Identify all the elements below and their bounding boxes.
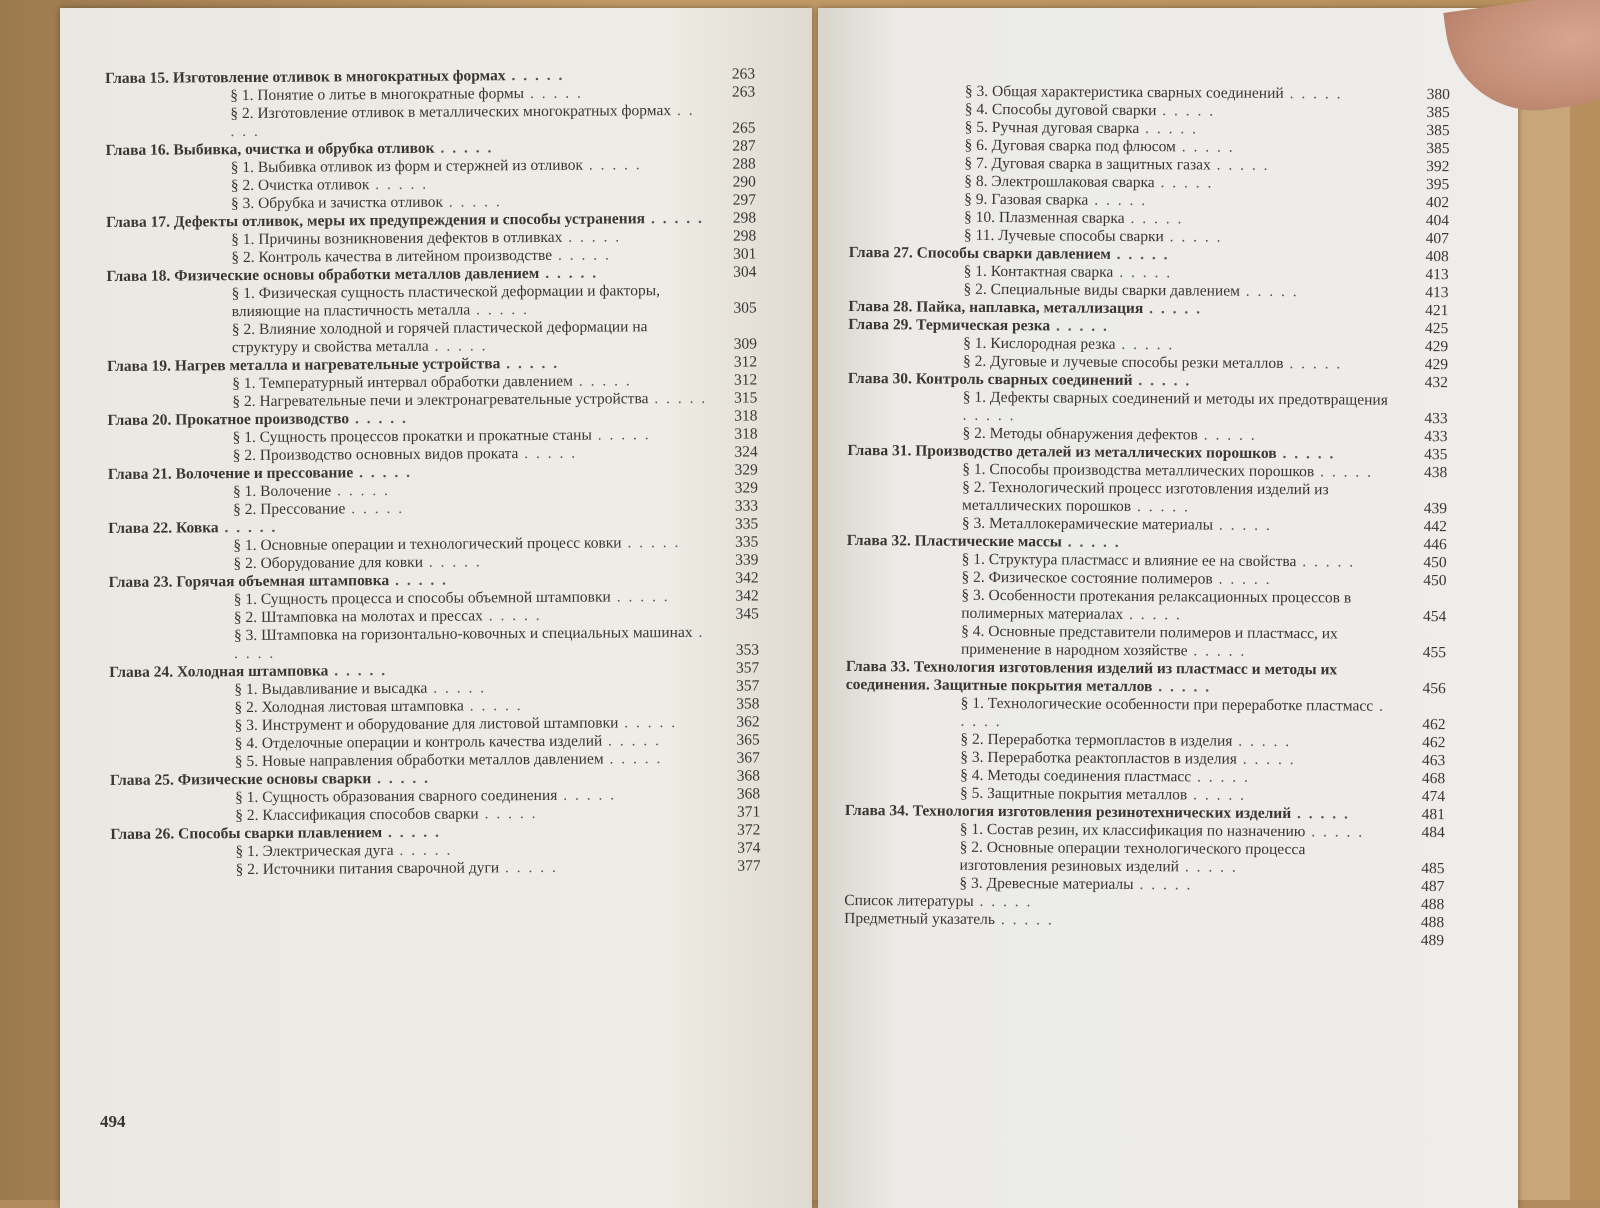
toc-entry-title: § 2. Специальные виды сварки давлением . . .	[963, 281, 1398, 302]
toc-entry-page: 433	[1424, 428, 1448, 446]
toc-entry-title: § 3. Переработка реактопластов в изделия . . .	[960, 749, 1395, 770]
toc-entry-page: 488	[1420, 896, 1445, 914]
toc-entry-page: 329	[734, 461, 758, 479]
toc-entry-title: § 11. Лучевые способы сварки . . .	[964, 227, 1399, 248]
toc-entry-page: 315	[733, 389, 758, 407]
toc-entry-title: § 1. Температурный интервал обработки давлением . . .	[232, 372, 707, 393]
page-number: 494	[100, 1112, 126, 1131]
toc-entry-title: Глава 32. Пластические массы . . .	[847, 532, 1397, 554]
toc-entry-section	[848, 388, 1448, 428]
toc-entry-title: Глава 15. Изготовление отливок в многократных формах . . .	[105, 66, 705, 88]
toc-entry-title: § 2. Холодная листовая штамповка . . .	[234, 696, 709, 717]
toc-entry-title: Глава 29. Термическая резка . . .	[848, 316, 1398, 338]
toc-entry-page: 333	[734, 497, 759, 515]
toc-entry-page: 297	[732, 191, 756, 209]
toc-entry-section	[107, 317, 757, 358]
toc-entry-title: § 1. Выбивка отливок из форм и стержней из отливок . . .	[231, 156, 706, 177]
toc-entry-page: 432	[1424, 374, 1448, 392]
toc-entry-page: 395	[1425, 176, 1450, 194]
toc-entry-title: § 1. Понятие о литье в многократные формы . . .	[230, 84, 705, 105]
toc-entry-page: 385	[1426, 140, 1450, 158]
toc-entry-page: 463	[1421, 752, 1446, 770]
toc-entry-page: 385	[1426, 104, 1450, 122]
toc-entry-page: 421	[1425, 302, 1449, 320]
toc-entry-page: 429	[1424, 338, 1449, 356]
toc-entry-page: 442	[1423, 518, 1447, 536]
toc-entry-title: Глава 31. Производство деталей из металлических порошков . . .	[847, 442, 1397, 464]
toc-entry-page: 372	[737, 821, 761, 839]
toc-entry-section	[846, 586, 1446, 626]
toc-entry-title: Список литературы . . .	[844, 892, 1394, 914]
toc-entry-section	[844, 838, 1444, 878]
toc-entry-title: § 2. Дуговые и лучевые способы резки металлов . . .	[963, 353, 1398, 374]
toc-entry-title: § 1. Выдавливание и высадка . . .	[234, 678, 709, 699]
toc-entry-page: 357	[736, 677, 760, 695]
toc-entry-title: Глава 19. Нагрев металла и нагревательные устройства . . .	[107, 354, 707, 376]
toc-entry-title: § 3. Обрубка и зачистка отливок . . .	[231, 192, 706, 213]
toc-entry-page: 413	[1425, 266, 1449, 284]
toc-entry-title: § 1. Электрическая дуга . . .	[235, 840, 710, 861]
toc-entry-page: 342	[735, 569, 759, 587]
toc-entry-page: 335	[735, 533, 759, 551]
toc-entry-title: Глава 16. Выбивка, очистка и обрубка отливок . . .	[106, 138, 706, 160]
toc-entry-page: 335	[734, 515, 759, 533]
toc-entry-title: § 2. Переработка термопластов в изделия . . .	[960, 731, 1395, 752]
toc-entry-page: 371	[736, 803, 761, 821]
toc-entry-page: 353	[735, 641, 760, 659]
toc-entry-title: § 9. Газовая сварка . . .	[964, 191, 1399, 212]
toc-entry-page: 301	[732, 245, 757, 263]
toc-entry-page: 413	[1425, 284, 1449, 302]
toc-entry-title: § 1. Физическая сущность пластической деформации и факторы, влияющие на пластичность металла . . .	[232, 282, 707, 321]
toc-entry-page: 454	[1422, 608, 1447, 626]
toc-entry-section	[845, 694, 1445, 734]
toc-entry-page: 298	[732, 227, 757, 245]
toc-entry-section	[109, 623, 759, 664]
toc-entry-title: Глава 23. Горячая объемная штамповка . . .	[109, 570, 709, 592]
toc-entry-page: 446	[1423, 536, 1447, 554]
toc-entry-page: 290	[732, 173, 756, 191]
toc-entry-page: 339	[735, 551, 759, 569]
toc-entry-title: § 6. Дуговая сварка под флюсом . . .	[964, 137, 1399, 158]
toc-entry-page: 329	[734, 479, 758, 497]
toc-entry-section	[846, 622, 1446, 662]
toc-entry-page: 368	[736, 785, 761, 803]
toc-entry-title: § 2. Влияние холодной и горячей пластической деформации на структуру и свойства металла . . .	[232, 318, 707, 357]
toc-entry-page: 435	[1424, 446, 1448, 464]
toc-entry-page: 365	[736, 731, 760, 749]
toc-entry-page: 374	[737, 839, 761, 857]
toc-entry-page: 385	[1426, 122, 1450, 140]
toc-entry-page: 287	[732, 137, 756, 155]
toc-entry-title: § 2. Оборудование для ковки . . .	[233, 552, 708, 573]
toc-entry-page: 309	[733, 335, 757, 353]
toc-entry-title: Глава 26. Способы сварки плавлением . . .	[110, 822, 710, 844]
toc-entry-title: § 2. Штамповка на молотах и прессах . . .	[234, 606, 709, 627]
toc-entry-title: § 1. Сущность образования сварного соединения . . .	[235, 786, 710, 807]
toc-entry-section	[847, 478, 1447, 518]
toc-entry-title: § 3. Металлокерамические материалы . . .	[962, 515, 1397, 536]
toc-entry-section	[105, 101, 755, 142]
toc-entry-page: 368	[736, 767, 761, 785]
toc-entry-page: 404	[1425, 212, 1450, 230]
toc-entry-title: § 1. Технологические особенности при переработке пластмасс . . .	[960, 695, 1395, 734]
toc-entry-title: § 2. Основные операции технологического процесса изготовления резиновых изделий . . .	[959, 839, 1394, 878]
toc-entry-title: Глава 33. Технология изготовления изделий из пластмасс и методы их соединения. Защитные покрытия металлов . . .	[846, 658, 1396, 698]
toc-entry-title: § 7. Дуговая сварка в защитных газах . . .	[964, 155, 1399, 176]
toc-entry-page: 487	[1421, 878, 1445, 896]
toc-entry-page: 304	[733, 263, 757, 281]
toc-entry-page: 455	[1422, 644, 1447, 662]
toc-entry-page: 380	[1426, 86, 1450, 104]
toc-entry-page: 298	[732, 209, 757, 227]
toc-entry-title: § 3. Древесные материалы . . .	[959, 875, 1394, 896]
toc-entry-title: § 2. Производство основных видов проката . . .	[233, 444, 708, 465]
toc-entry-title: § 5. Новые направления обработки металлов давлением . . .	[235, 750, 710, 771]
toc-entry-title: Глава 28. Пайка, наплавка, металлизация . . .	[848, 298, 1398, 320]
toc-entry-title: § 1. Сущность процессов прокатки и прокатные станы . . .	[233, 426, 708, 447]
toc-entry-page: 377	[737, 857, 761, 875]
toc-entry-page: 357	[735, 659, 760, 677]
toc-entry-page: 305	[733, 299, 757, 317]
toc-entry-page: 407	[1425, 230, 1449, 248]
toc-entry-page: 392	[1426, 158, 1450, 176]
toc-entry-page: 263	[731, 83, 756, 101]
toc-entry-page: 263	[731, 65, 756, 83]
toc-left-column	[105, 65, 761, 880]
toc-entry-title: § 10. Плазменная сварка . . .	[964, 209, 1399, 230]
toc-entry-title: Глава 22. Ковка . . .	[108, 516, 708, 538]
toc-entry-page: 474	[1421, 788, 1446, 806]
toc-right-column	[844, 82, 1450, 950]
toc-entry-title: § 2. Прессование . . .	[233, 498, 708, 519]
toc-entry-title: Глава 25. Физические основы сварки . . .	[110, 768, 710, 790]
toc-entry-title: § 5. Ручная дуговая сварка . . .	[965, 119, 1400, 140]
toc-entry-title: Глава 30. Контроль сварных соединений . . .	[848, 370, 1398, 392]
toc-entry-page: 450	[1423, 554, 1447, 572]
toc-entry-page: 324	[734, 443, 758, 461]
toc-entry-title: § 2. Изготовление отливок в металлических многократных формах . . .	[230, 102, 705, 141]
toc-entry-title: § 1. Основные операции и технологический процесс ковки . . .	[233, 534, 708, 555]
toc-entry-page: 484	[1421, 824, 1445, 842]
toc-entry-title: § 1. Способы производства металлических порошков . . .	[962, 461, 1397, 482]
toc-entry-title: § 3. Общая характеристика сварных соединений . . .	[965, 83, 1400, 104]
toc-entry-title: § 3. Штамповка на горизонтально-ковочных и специальных машинах . . .	[234, 624, 709, 663]
toc-entry-page: 345	[735, 605, 759, 623]
toc-entry-title: § 2. Технологический процесс изготовления изделий из металлических порошков . . .	[962, 479, 1397, 518]
toc-entry-title: § 2. Очистка отливок . . .	[231, 174, 706, 195]
toc-entry-title: § 5. Защитные покрытия металлов . . .	[960, 785, 1395, 806]
toc-entry-page: 481	[1421, 806, 1445, 824]
toc-entry-title: § 1. Контактная сварка . . .	[964, 263, 1399, 284]
toc-entry-page: 318	[734, 425, 758, 443]
toc-entry-title: § 2. Физическое состояние полимеров . . .	[961, 569, 1396, 590]
toc-entry-page: 312	[733, 371, 758, 389]
toc-entry-title: Глава 27. Способы сварки давлением . . .	[849, 244, 1399, 266]
toc-entry-page: 402	[1425, 194, 1450, 212]
toc-entry-page: 265	[732, 119, 756, 137]
toc-entry-title: § 4. Основные представители полимеров и пластмасс, их применение в народном хозяйстве . . .	[961, 623, 1396, 662]
toc-entry-title: § 2. Контроль качества в литейном производстве . . .	[231, 246, 706, 267]
toc-entry-title: § 3. Инструмент и оборудование для листовой штамповки . . .	[235, 714, 710, 735]
toc-entry-page: 462	[1422, 734, 1446, 752]
toc-entry-title: Глава 17. Дефекты отливок, меры их предупреждения и способы устранения . . .	[106, 210, 706, 232]
toc-entry-title: § 1. Сущность процесса и способы объемной штамповки . . .	[234, 588, 709, 609]
toc-entry-page: 288	[732, 155, 756, 173]
toc-entry-page: 429	[1424, 356, 1449, 374]
toc-entry-page: 318	[734, 407, 758, 425]
toc-entry-page: 367	[736, 749, 760, 767]
toc-entry-section	[107, 281, 757, 322]
toc-entry-title: Глава 21. Волочение и прессование . . .	[108, 462, 708, 484]
toc-entry-title: § 1. Кислородная резка . . .	[963, 335, 1398, 356]
toc-entry-page: 450	[1423, 572, 1447, 590]
toc-entry-page: 408	[1425, 248, 1449, 266]
toc-entry-title: § 2. Источники питания сварочной дуги . . .	[236, 858, 711, 879]
toc-entry-title: § 4. Методы соединения пластмасс . . .	[960, 767, 1395, 788]
toc-entry-title: § 1. Дефекты сварных соединений и методы их предотвращения . . .	[963, 389, 1398, 428]
toc-entry-page: 358	[736, 695, 760, 713]
toc-entry-page: 433	[1424, 410, 1448, 428]
toc-entry-title: § 3. Особенности протекания релаксационных процессов в полимерных материалах . . .	[961, 587, 1396, 626]
toc-entry-page: 425	[1424, 320, 1449, 338]
toc-entry-page: 488	[1420, 914, 1445, 932]
toc-entry-title: Глава 24. Холодная штамповка . . .	[109, 660, 709, 682]
toc-entry-title: Глава 18. Физические основы обработки металлов давлением . . .	[106, 264, 706, 286]
toc-entry-title: § 2. Классификация способов сварки . . .	[235, 804, 710, 825]
toc-entry-title: § 2. Нагревательные печи и электронагревательные устройства . . .	[232, 390, 707, 411]
toc-entry-page: 439	[1423, 500, 1448, 518]
toc-entry-title: § 4. Способы дуговой сварки . . .	[965, 101, 1400, 122]
toc-entry-title: Глава 34. Технология изготовления резинотехнических изделий . . .	[845, 802, 1395, 824]
toc-entry-title: § 1. Причины возникновения дефектов в отливках . . .	[231, 228, 706, 249]
toc-entry-page: 362	[736, 713, 760, 731]
toc-entry-page: 462	[1422, 716, 1446, 734]
toc-entry-title: § 4. Отделочные операции и контроль качества изделий . . .	[235, 732, 710, 753]
toc-entry-page: 438	[1423, 464, 1448, 482]
toc-entry-page: 489	[1420, 932, 1445, 950]
toc-entry-title: § 1. Состав резин, их классификация по назначению . . .	[960, 821, 1395, 842]
toc-entry-title: Глава 20. Прокатное производство . . .	[107, 408, 707, 430]
toc-entry-title: § 2. Методы обнаружения дефектов . . .	[962, 425, 1397, 446]
toc-entry-page: 468	[1421, 770, 1446, 788]
toc-entry-title: § 8. Электрошлаковая сварка . . .	[964, 173, 1399, 194]
toc-entry-page: 456	[1422, 680, 1446, 698]
toc-entry-chapter	[846, 658, 1446, 698]
toc-entry-page: 485	[1421, 860, 1445, 878]
toc-entry-title: Предметный указатель . . .	[844, 910, 1394, 932]
toc-entry-title: § 1. Волочение . . .	[233, 480, 708, 501]
toc-entry-page: 342	[735, 587, 759, 605]
toc-entry-page: 312	[733, 353, 758, 371]
toc-entry-title: § 1. Структура пластмасс и влияние ее на свойства . . .	[962, 551, 1397, 572]
